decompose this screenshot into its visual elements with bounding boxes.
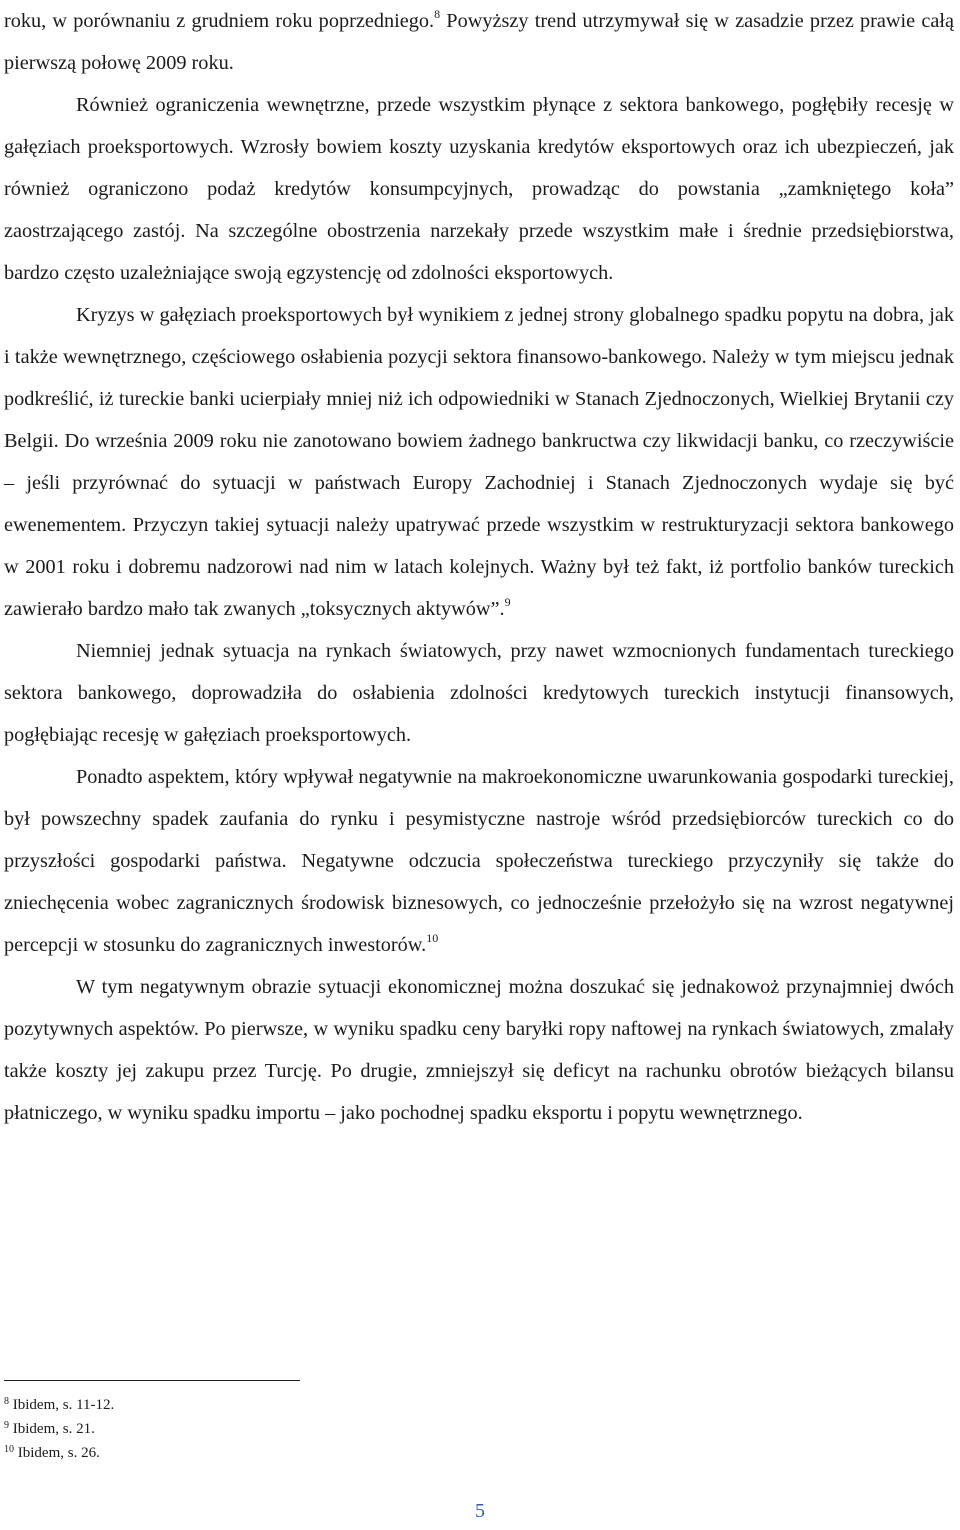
footnote-number: 9 — [4, 1420, 9, 1431]
footnote-8 — [4, 1393, 604, 1417]
footnote-text: Ibidem, s. 26. — [17, 1445, 100, 1461]
paragraph-4-text: Niemniej jednak sytuacja na rynkach światowych, przy nawet wzmocnionych fundamentach tureckiego sektora bankowego, doprowadziła do osłabienia zdolności kredytowych tureckich instytucji finansowych, pogłębiając recesję w gałęziach proeksportowych. — [4, 640, 954, 746]
footnotes-section — [4, 1380, 604, 1465]
footnote-text: Ibidem, s. 11-12. — [12, 1397, 115, 1413]
footnote-separator — [4, 1380, 300, 1381]
page-number: 5 — [475, 1500, 485, 1522]
footnote-ref-10[interactable]: 10 — [426, 931, 439, 945]
footnote-number: 8 — [4, 1396, 9, 1407]
paragraph-1-text-a: roku, w porównaniu z grudniem roku poprzedniego. — [4, 10, 435, 32]
paragraph-5-text: Ponadto aspektem, który wpływał negatywnie na makroekonomiczne uwarunkowania gospodarki tureckiej, był powszechny spadek zaufania do rynku i pesymistyczne nastroje wśród przedsiębiorców tureckich co do przyszłości gospodarki państwa. Negatywne odczucia społeczeństwa tureckiego przyczyniły się także do zniechęcenia wobec zagranicznych środowisk biznesowych, co jednocześnie przełożyło się na wzrost negatywnej percepcji w stosunku do zagranicznych inwestorów. — [4, 766, 954, 956]
paragraph-4 — [4, 630, 954, 756]
document-body — [4, 0, 954, 1134]
footnote-9 — [4, 1417, 604, 1441]
footnote-number: 10 — [4, 1444, 14, 1455]
paragraph-2-text: Również ograniczenia wewnętrzne, przede wszystkim płynące z sektora bankowego, pogłębiły recesję w gałęziach proeksportowych. Wzrosły bowiem koszty uzyskania kredytów eksportowych oraz ich ubezpieczeń, jak również ograniczono podaż kredytów konsumpcyjnych, prowadząc do powstania „zamkniętego koła” zaostrzającego zastój. Na szczególne obostrzenia narzekały przede wszystkim małe i średnie przedsiębiorstwa, bardzo często uzależniające swoją egzystencję od zdolności eksportowych. — [4, 94, 954, 284]
paragraph-6 — [4, 966, 954, 1134]
paragraph-3-text: Kryzys w gałęziach proeksportowych był wynikiem z jednej strony globalnego spadku popytu na dobra, jak i także wewnętrznego, częściowego osłabienia pozycji sektora finansowo-bankowego. Należy w tym miejscu jednak podkreślić, iż tureckie banki ucierpiały mniej niż ich odpowiedniki w Stanach Zjednoczonych, Wielkiej Brytanii czy Belgii. Do września 2009 roku nie zanotowano bowiem żadnego bankructwa czy likwidacji banku, co rzeczywiście – jeśli przyrównać do sytuacji w państwach Europy Zachodniej i Stanach Zjednoczonych wydaje się być ewenementem. Przyczyn takiej sytuacji należy upatrywać przede wszystkim w restrukturyzacji sektora bankowego w 2001 roku i dobremu nadzorowi nad nim w latach kolejnych. Ważny był też fakt, iż portfolio banków tureckich zawierało bardzo mało tak zwanych „toksycznych aktywów”. — [4, 304, 954, 620]
footnote-ref-9[interactable]: 9 — [504, 595, 511, 609]
footnote-text: Ibidem, s. 21. — [12, 1421, 95, 1437]
paragraph-2 — [4, 84, 954, 294]
footnote-ref-8[interactable]: 8 — [434, 7, 441, 21]
footnote-10 — [4, 1441, 604, 1465]
paragraph-1-text-b: Powyższy trend utrzymywał się w zasadzie przez prawie całą pierwszą połowę 2009 roku. — [4, 10, 954, 74]
paragraph-6-text: W tym negatywnym obrazie sytuacji ekonomicznej można doszukać się jednakowoż przynajmniej dwóch pozytywnych aspektów. Po pierwsze, w wyniku spadku ceny baryłki ropy naftowej na rynkach światowych, zmalały także koszty jej zakupu przez Turcję. Po drugie, zmniejszył się deficyt na rachunku obrotów bieżących bilansu płatniczego, w wyniku spadku importu – jako pochodnej spadku eksportu i popytu wewnętrznego. — [4, 976, 954, 1124]
paragraph-5 — [4, 756, 954, 966]
paragraph-1 — [4, 0, 954, 84]
paragraph-3 — [4, 294, 954, 630]
